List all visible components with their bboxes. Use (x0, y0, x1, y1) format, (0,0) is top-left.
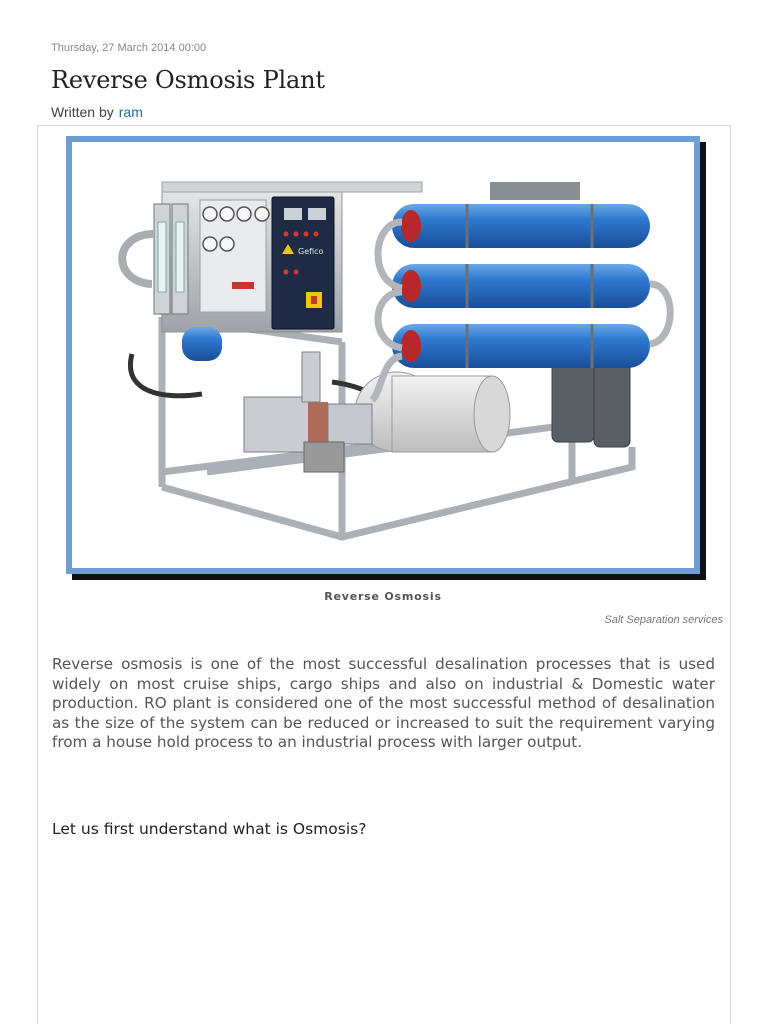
image-credit: Salt Separation services (604, 614, 723, 626)
byline-prefix: Written by (51, 104, 114, 120)
ro-plant-figure (66, 136, 706, 580)
article-date: Thursday, 27 March 2014 00:00 (51, 42, 207, 54)
article-title[interactable]: Reverse Osmosis Plant (51, 66, 325, 94)
ro-plant-photo[interactable] (66, 136, 700, 574)
ro-plant-illustration (72, 142, 694, 568)
panel-brand-label: Gefico (298, 247, 324, 256)
membrane-vessels (392, 204, 650, 368)
byline (51, 104, 143, 120)
author-link[interactable]: ram (118, 104, 143, 120)
article-paragraph: Reverse osmosis is one of the most successful desalination processes that is used widely on most cruise ships, cargo ships and also on industrial & Domestic water production. RO plant is considered one of the most successful method of desalination as the size of the system can be reduced or increased to suit the requirement varying from a house hold process to an industrial process with larger output. (52, 655, 715, 752)
section-heading: Let us first understand what is Osmosis? (52, 820, 367, 838)
image-caption: Reverse Osmosis (324, 590, 442, 603)
